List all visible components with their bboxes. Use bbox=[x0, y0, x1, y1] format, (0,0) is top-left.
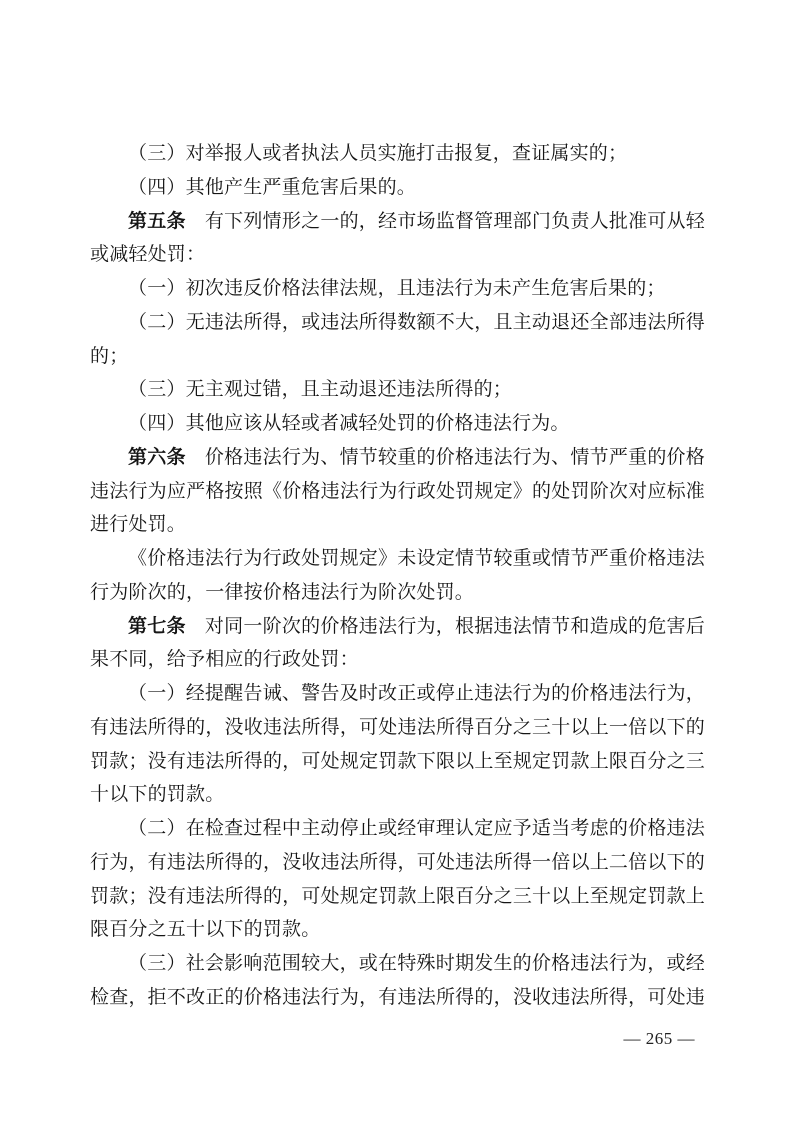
line-text: 的； bbox=[90, 345, 129, 367]
document-line bbox=[90, 880, 705, 914]
line-text: （一）初次违反价格法律法规，且违法行为未产生危害后果的； bbox=[128, 278, 666, 299]
document-line bbox=[90, 576, 705, 610]
document-line bbox=[90, 913, 705, 947]
line-text: 违法行为应严格按照《价格违法行为行政处罚规定》的处罚阶次对应标准 bbox=[90, 480, 705, 502]
document-line bbox=[90, 373, 705, 407]
line-text: 《价格违法行为行政处罚规定》未设定情节较重或情节严重价格违法 bbox=[128, 548, 705, 569]
document-line bbox=[90, 677, 705, 711]
document-line bbox=[90, 137, 705, 171]
line-text: （四）其他产生严重危害后果的。 bbox=[128, 176, 417, 198]
line-text: 有违法所得的，没收违法所得，可处违法所得百分之三十以上一倍以下的 bbox=[90, 716, 705, 738]
document-line bbox=[90, 778, 705, 812]
line-text: （一）经提醒告诫、警告及时改正或停止违法行为的价格违法行为， bbox=[128, 683, 705, 704]
document-line bbox=[90, 205, 705, 239]
document-line bbox=[90, 340, 705, 374]
line-text: 价格违法行为、情节较重的价格违法行为、情节严重的价格 bbox=[185, 446, 705, 468]
line-text: （三）社会影响范围较大，或在特殊时期发生的价格违法行为，或经 bbox=[128, 953, 705, 974]
line-text: 罚款；没有违法所得的，可处规定罚款下限以上至规定罚款上限百分之三 bbox=[90, 750, 705, 772]
line-text: 检查，拒不改正的价格违法行为，有违法所得的，没收违法所得，可处违 bbox=[90, 986, 705, 1008]
page-number: — 265 — bbox=[623, 1029, 695, 1048]
line-text: 罚款；没有违法所得的，可处规定罚款上限百分之三十以上至规定罚款上 bbox=[90, 885, 705, 907]
line-text: （四）其他应该从轻或者减轻处罚的价格违法行为。 bbox=[128, 413, 570, 434]
line-text: （三）无主观过错，且主动退还违法所得的； bbox=[128, 379, 513, 401]
document-line bbox=[90, 306, 705, 340]
line-text: 限百分之五十以下的罚款。 bbox=[90, 919, 321, 941]
article-number: 第七条 bbox=[128, 615, 186, 637]
line-text: 果不同，给予相应的行政处罚： bbox=[90, 649, 359, 671]
line-text: 对同一阶次的价格违法行为，根据违法情节和造成的危害后 bbox=[185, 615, 705, 637]
line-text: 有下列情形之一的，经市场监督管理部门负责人批准可从轻 bbox=[185, 210, 705, 232]
document-line bbox=[90, 981, 705, 1015]
article-number: 第六条 bbox=[128, 446, 186, 468]
line-text: 行为阶次的，一律按价格违法行为阶次处罚。 bbox=[90, 581, 475, 603]
document-line bbox=[90, 610, 705, 644]
document-body bbox=[90, 137, 705, 1015]
document-line bbox=[90, 711, 705, 745]
line-text: （二）无违法所得，或违法所得数额不大，且主动退还全部违法所得 bbox=[128, 311, 705, 333]
document-line bbox=[90, 947, 705, 981]
line-text: 十以下的罚款。 bbox=[90, 784, 225, 806]
line-text: 进行处罚。 bbox=[90, 514, 187, 536]
line-text: （三）对举报人或者执法人员实施打击报复，查证属实的； bbox=[128, 143, 628, 164]
document-line bbox=[90, 745, 705, 779]
line-text: 行为，有违法所得的，没收违法所得，可处违法所得一倍以上二倍以下的 bbox=[90, 851, 705, 873]
document-line bbox=[90, 475, 705, 509]
document-line bbox=[90, 542, 705, 576]
document-line bbox=[90, 238, 705, 272]
document-line bbox=[90, 171, 705, 205]
document-line bbox=[90, 407, 705, 441]
document-line bbox=[90, 441, 705, 475]
document-line bbox=[90, 846, 705, 880]
document-line bbox=[90, 272, 705, 306]
document-line bbox=[90, 508, 705, 542]
line-text: 或减轻处罚： bbox=[90, 244, 206, 266]
document-line bbox=[90, 812, 705, 846]
article-number: 第五条 bbox=[128, 210, 186, 232]
document-line bbox=[90, 643, 705, 677]
line-text: （二）在检查过程中主动停止或经审理认定应予适当考虑的价格违法 bbox=[128, 818, 705, 839]
